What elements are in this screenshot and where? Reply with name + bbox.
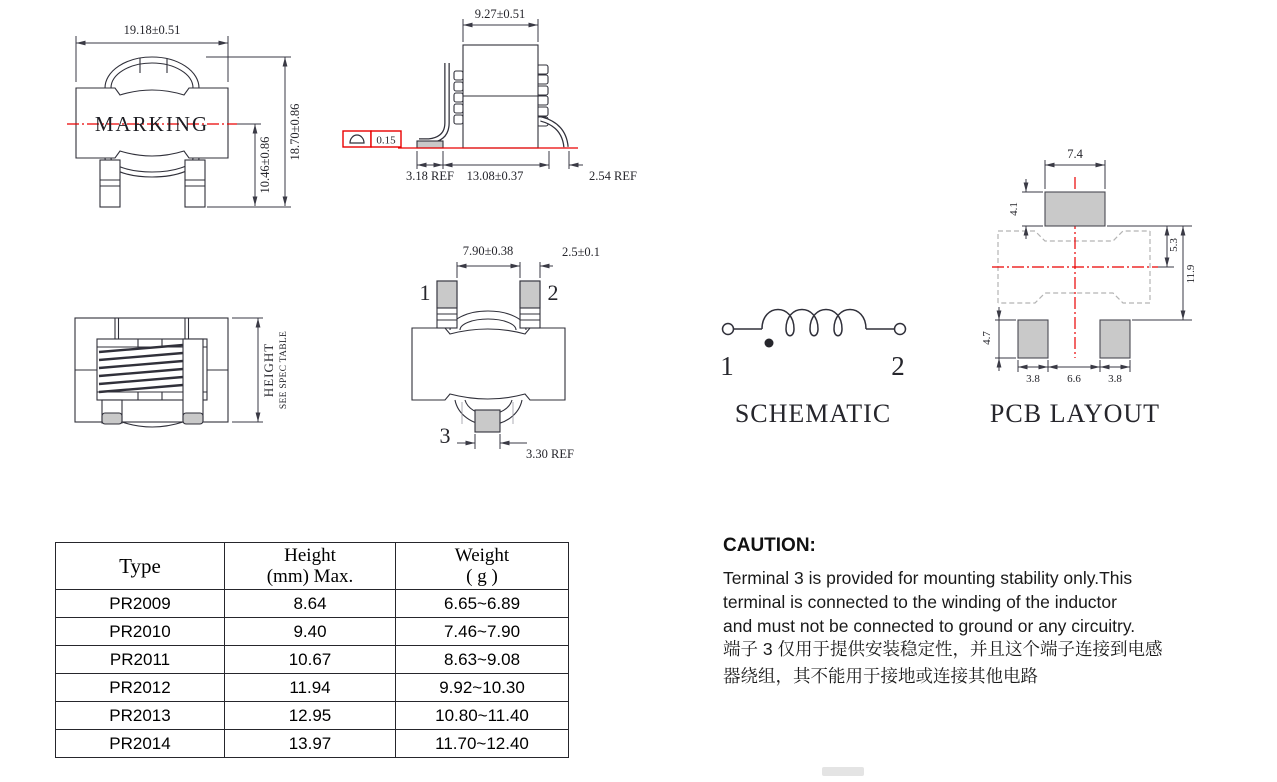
col-header-height-line1: Height [284, 545, 336, 566]
caution-title: CAUTION: [723, 535, 816, 556]
cell-height: 12.95 [225, 702, 396, 730]
dim-top-pad-width: 7.4 [1067, 147, 1083, 161]
pin-3-number: 3 [439, 423, 451, 448]
cell-type: PR2009 [56, 590, 225, 618]
dim-center-to-pad: 5.3 [1168, 238, 1180, 252]
dim-lead-label: 2.54 REF [589, 169, 637, 183]
bottom-left-pad [1018, 320, 1048, 358]
col-header-weight [396, 543, 569, 590]
cell-type: PR2011 [56, 646, 225, 674]
marking-label: MARKING [94, 112, 210, 136]
spec-table [55, 542, 569, 758]
side-view-outline [417, 45, 566, 148]
caution-chinese-text [723, 636, 1201, 690]
col-header-weight-line2: ( g ) [466, 566, 498, 587]
cell-type: PR2014 [56, 730, 225, 758]
flatness-value: 0.15 [376, 134, 396, 147]
dim-pad-to-pad: 11.9 [1185, 264, 1197, 284]
cell-height: 9.40 [225, 618, 396, 646]
winding-view-drawing [45, 300, 305, 445]
schematic-pin-2: 2 [891, 351, 905, 381]
polarity-dot [765, 339, 774, 348]
side-view-drawing [335, 5, 655, 195]
cell-height: 10.67 [225, 646, 396, 674]
dim-pad-gap: 6.6 [1067, 373, 1081, 385]
flatness-frame [343, 131, 401, 147]
dim-body-label: 13.08±0.37 [466, 169, 524, 183]
bottom-right-pad [1100, 320, 1130, 358]
height-dimension-lines [232, 318, 263, 422]
table-row [56, 674, 569, 702]
dim-total-height-label: 18.70±0.86 [288, 103, 302, 161]
caution-zh-line2: 器绕组，其不能用于接地或连接其他电路 [723, 666, 1038, 686]
cell-height: 8.64 [225, 590, 396, 618]
cell-type: PR2010 [56, 618, 225, 646]
dim-top-width-label: 9.27±0.51 [474, 7, 526, 21]
height-label: HEIGHT [261, 342, 276, 398]
cell-height: 11.94 [225, 674, 396, 702]
cell-weight: 9.92~10.30 [396, 674, 569, 702]
dim-top-pad-height: 4.1 [1008, 202, 1020, 216]
dim-bottom-pad-width-right: 3.8 [1108, 373, 1122, 385]
terminal-2 [520, 281, 540, 328]
dim-foot-label: 3.18 REF [406, 169, 454, 183]
col-header-weight-line1: Weight [454, 545, 510, 566]
spec-table-header-row [56, 543, 569, 590]
cell-weight: 11.70~12.40 [396, 730, 569, 758]
top-pad [1045, 192, 1105, 226]
watermark-smudge [822, 767, 864, 776]
caution-en-line3: and must not be connected to ground or any circuitry. [723, 616, 1136, 636]
caution-en-line2: terminal is connected to the winding of the inductor [723, 592, 1117, 612]
table-row [56, 646, 569, 674]
col-header-height [225, 543, 396, 590]
cell-weight: 6.65~6.89 [396, 590, 569, 618]
dim-bottom-pad-height: 4.7 [981, 331, 993, 345]
cell-weight: 7.46~7.90 [396, 618, 569, 646]
pin-view-outline [412, 281, 565, 432]
schematic-title: SCHEMATIC [734, 399, 892, 428]
cell-weight: 8.63~9.08 [396, 646, 569, 674]
col-header-height-line2: (mm) Max. [266, 566, 354, 587]
dim-body-height-label: 10.46±0.86 [258, 136, 272, 194]
cell-weight: 10.80~11.40 [396, 702, 569, 730]
pcb-layout-drawing [965, 145, 1220, 435]
table-row [56, 730, 569, 758]
dim-pin-pitch-label: 7.90±0.38 [462, 244, 514, 258]
terminal-3-pad [475, 410, 500, 432]
caution-zh-line1: 端子 3 仅用于提供安装稳定性，并且这个端子连接到电感 [723, 639, 1163, 659]
see-spec-table-label: SEE SPEC TABLE [279, 330, 289, 410]
table-row [56, 590, 569, 618]
cell-height: 13.97 [225, 730, 396, 758]
caution-english-text [723, 566, 1201, 638]
terminal-1 [437, 281, 457, 328]
dim-bottom-pad-width-left: 3.8 [1026, 373, 1040, 385]
inductor-symbol [723, 310, 906, 348]
cell-type: PR2012 [56, 674, 225, 702]
winding-view-outline [75, 318, 228, 427]
front-view-drawing [45, 20, 315, 220]
pin-view-drawing [395, 240, 620, 475]
pin-2-number: 2 [547, 280, 559, 305]
table-row [56, 618, 569, 646]
pcb-pads [1018, 192, 1130, 358]
pcb-layout-title: PCB LAYOUT [989, 399, 1161, 428]
dim-pin-width-label: 2.5±0.1 [561, 245, 601, 259]
table-row [56, 702, 569, 730]
dim-pin3-width-label: 3.30 REF [526, 447, 574, 461]
schematic-pin-1: 1 [720, 351, 734, 381]
dim-width-label: 19.18±0.51 [123, 23, 181, 37]
pin-1-number: 1 [419, 280, 431, 305]
schematic-drawing [705, 295, 925, 435]
col-header-type: Type [56, 543, 225, 590]
cell-type: PR2013 [56, 702, 225, 730]
caution-en-line1: Terminal 3 is provided for mounting stability only.This [723, 568, 1133, 588]
